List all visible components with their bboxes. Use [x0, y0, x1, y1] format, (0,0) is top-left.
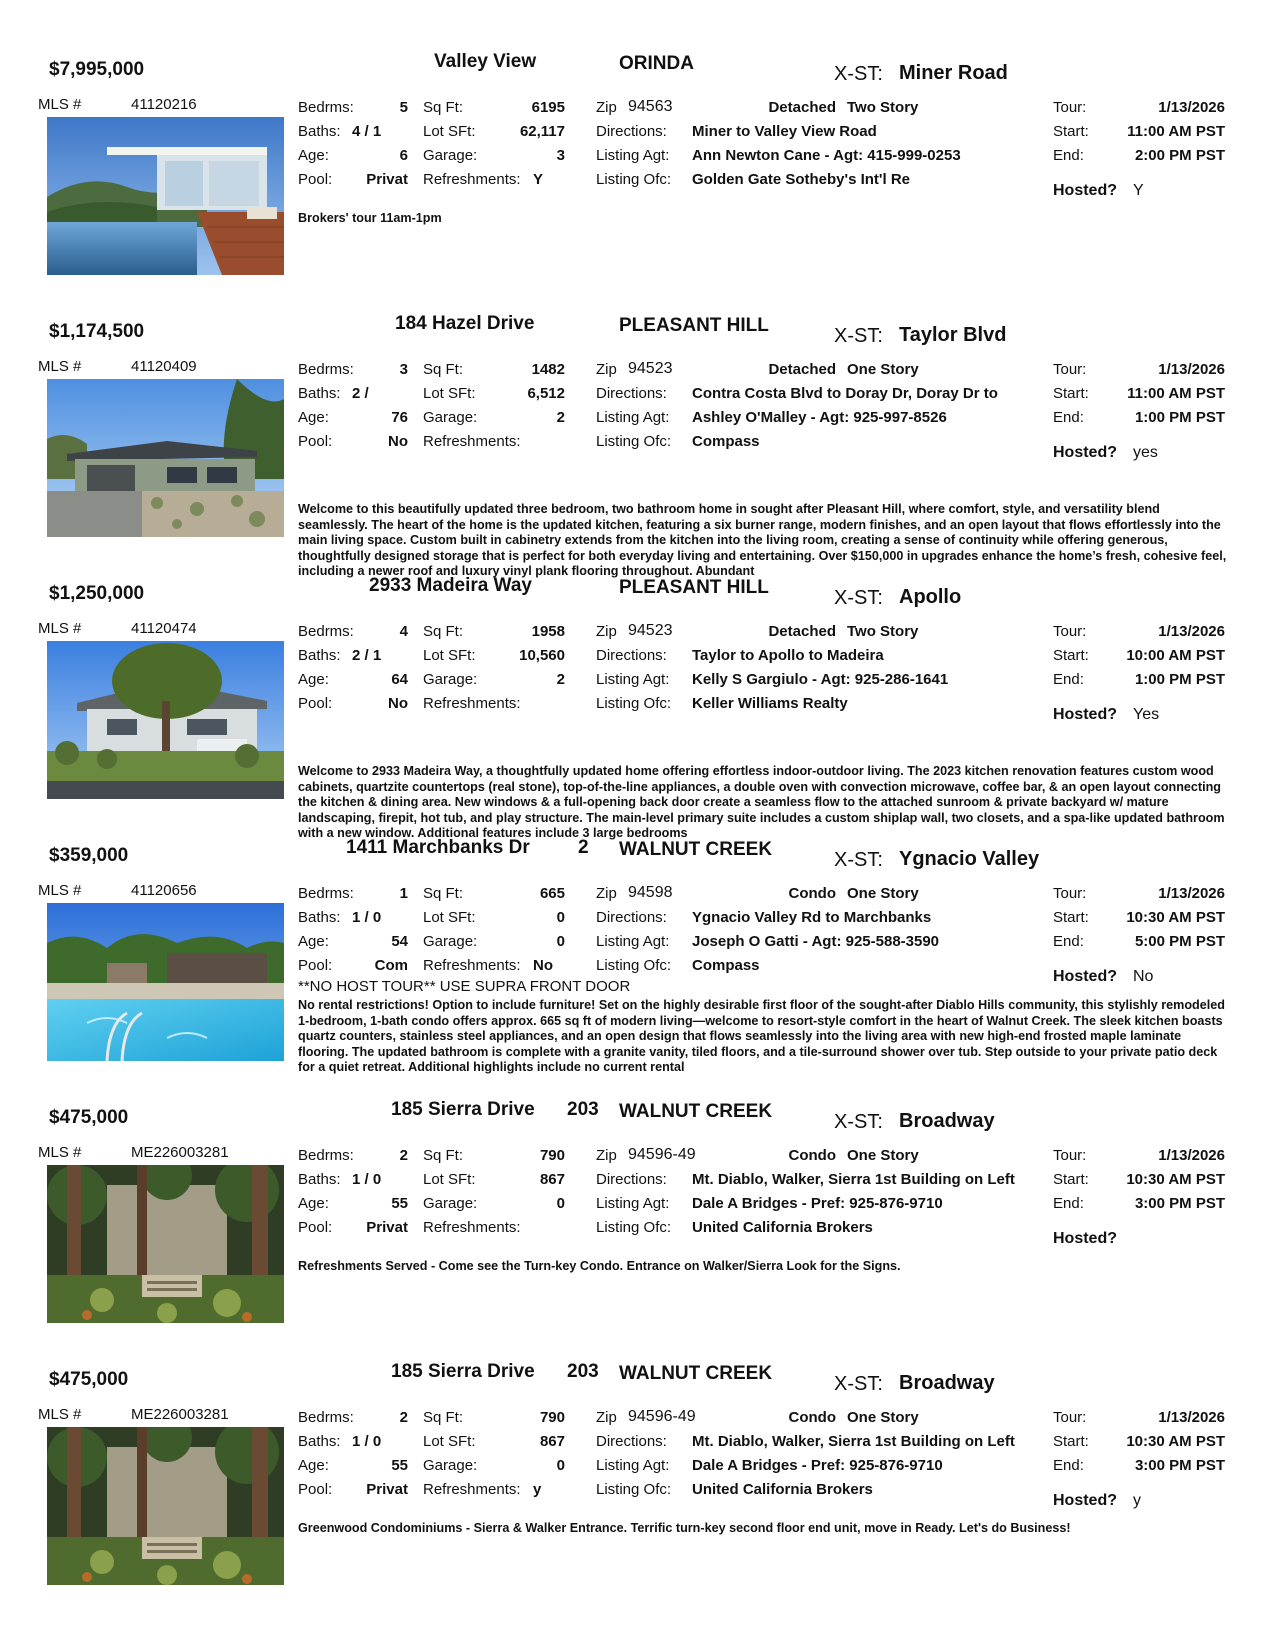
sqft-value: 790: [539, 1147, 565, 1164]
hosted-value: Y: [1133, 182, 1144, 199]
property-type: Condo: [788, 885, 836, 902]
bedrooms-label: Bedrms:: [298, 1409, 354, 1426]
baths-label: Baths:: [298, 1171, 341, 1188]
zip-label: Zip: [596, 99, 617, 116]
directions-value: Miner to Valley View Road: [692, 123, 877, 140]
hosted-value: y: [1133, 1492, 1141, 1509]
mls-number: 41120656: [131, 882, 197, 899]
listing-remarks: Refreshments Served - Come see the Turn-key Condo. Entrance on Walker/Sierra Look for the Signs.: [298, 1259, 901, 1273]
garage-value: 2: [556, 409, 565, 426]
refreshments-label: Refreshments:: [423, 1481, 521, 1498]
office-label: Listing Ofc:: [596, 957, 672, 974]
listing-price: $475,000: [49, 1107, 129, 1128]
agent-value: Ann Newton Cane - Agt: 415-999-0253: [692, 147, 961, 164]
baths-value: 4 / 1: [352, 123, 382, 140]
garage-value: 3: [556, 147, 565, 164]
property-type: Condo: [788, 1147, 836, 1164]
cross-street: Ygnacio Valley: [899, 848, 1040, 870]
agent-label: Listing Agt:: [596, 933, 670, 950]
stories: One Story: [847, 1409, 919, 1426]
garage-value: 0: [556, 1457, 565, 1474]
age-value: 6: [399, 147, 408, 164]
baths-value: 2 / 1: [352, 647, 382, 664]
hosted-value: Yes: [1133, 706, 1160, 723]
age-label: Age:: [298, 1457, 329, 1474]
bedrooms-value: 4: [399, 623, 408, 640]
hosted-label: Hosted?: [1053, 182, 1117, 199]
start-label: Start:: [1053, 647, 1089, 664]
directions-label: Directions:: [596, 123, 667, 140]
cross-street-label: X-ST:: [834, 325, 883, 347]
garage-label: Garage:: [423, 671, 478, 688]
listing-remarks: Welcome to this beautifully updated three bedroom, two bathroom home in sought after Pleasant Hill, where comfort, style, and versatility blend seamlessly. The heart of the home is the updated kitchen, featuring a six burner range, modern finishes, and an open layout that flows effortlessly into the main living space. Custom built in cabinetry extends from the kitchen into the living room, creating a sense of continuity while offering generous, thoughtfully designed storage that is perfect for both everyday living and entertaining. Over $150,000 in upgrades enhance the home’s fresh, cohesive feel, including a newer roof and luxury vinyl plank flooring throughout. Abundant: [298, 502, 1227, 579]
zip-label: Zip: [596, 361, 617, 378]
listing-address: 1411 Marchbanks Dr: [346, 837, 530, 858]
listing-address: 185 Sierra Drive: [391, 1099, 535, 1120]
office-label: Listing Ofc:: [596, 433, 672, 450]
tour-date: 1/13/2026: [1158, 99, 1225, 116]
pool-value: Privat: [366, 171, 408, 188]
office-label: Listing Ofc:: [596, 1481, 672, 1498]
agent-value: Kelly S Gargiulo - Agt: 925-286-1641: [692, 671, 949, 688]
directions-label: Directions:: [596, 1171, 667, 1188]
pool-label: Pool:: [298, 433, 333, 450]
lot-label: Lot SFt:: [423, 1433, 476, 1450]
listing-price: $1,250,000: [49, 583, 145, 604]
refreshments-label: Refreshments:: [423, 1219, 521, 1236]
hosted-label: Hosted?: [1053, 1492, 1117, 1509]
tour-label: Tour:: [1053, 1147, 1087, 1164]
age-label: Age:: [298, 933, 329, 950]
cross-street: Apollo: [899, 586, 962, 608]
sqft-label: Sq Ft:: [423, 885, 464, 902]
bedrooms-label: Bedrms:: [298, 361, 354, 378]
lot-label: Lot SFt:: [423, 1171, 476, 1188]
listing-address: 185 Sierra Drive: [391, 1361, 535, 1382]
age-label: Age:: [298, 147, 329, 164]
lot-value: 6,512: [527, 385, 565, 402]
sqft-value: 1482: [531, 361, 565, 378]
start-label: Start:: [1053, 385, 1089, 402]
bedrooms-value: 3: [399, 361, 408, 378]
mls-label: MLS #: [38, 96, 82, 113]
listing: [0, 573, 1275, 841]
garage-label: Garage:: [423, 933, 478, 950]
bedrooms-value: 5: [399, 99, 408, 116]
office-value: Compass: [692, 957, 760, 974]
start-time: 10:30 AM PST: [1126, 909, 1225, 926]
stories: One Story: [847, 885, 919, 902]
property-type: Detached: [768, 99, 836, 116]
bedrooms-value: 2: [399, 1147, 408, 1164]
garage-label: Garage:: [423, 409, 478, 426]
agent-label: Listing Agt:: [596, 147, 670, 164]
mls-number: ME226003281: [131, 1144, 229, 1161]
refreshments-label: Refreshments:: [423, 433, 521, 450]
garage-label: Garage:: [423, 1457, 478, 1474]
zip-value: 94523: [628, 622, 673, 639]
end-label: End:: [1053, 1457, 1084, 1474]
cross-street-label: X-ST:: [834, 1373, 883, 1395]
listing-remarks: Brokers' tour 11am-1pm: [298, 211, 442, 225]
directions-label: Directions:: [596, 647, 667, 664]
listing-unit: 203: [567, 1099, 599, 1120]
age-value: 54: [391, 933, 408, 950]
office-value: Compass: [692, 433, 760, 450]
refreshments-value: Y: [533, 171, 544, 188]
zip-label: Zip: [596, 623, 617, 640]
hosted-value: No: [1133, 968, 1154, 985]
listing-photo: [47, 641, 284, 799]
tour-label: Tour:: [1053, 99, 1087, 116]
hosted-label: Hosted?: [1053, 1230, 1117, 1247]
zip-value: 94598: [628, 884, 673, 901]
hosted-label: Hosted?: [1053, 968, 1117, 985]
lot-label: Lot SFt:: [423, 123, 476, 140]
cross-street: Broadway: [899, 1372, 995, 1394]
start-time: 10:30 AM PST: [1126, 1171, 1225, 1188]
listing-photo: [47, 1427, 284, 1585]
garage-label: Garage:: [423, 1195, 478, 1212]
directions-label: Directions:: [596, 909, 667, 926]
tour-label: Tour:: [1053, 1409, 1087, 1426]
tour-date: 1/13/2026: [1158, 623, 1225, 640]
baths-value: 1 / 0: [352, 909, 382, 926]
end-label: End:: [1053, 671, 1084, 688]
directions-value: Contra Costa Blvd to Doray Dr, Doray Dr to: [692, 385, 998, 402]
lot-value: 10,560: [519, 647, 565, 664]
garage-value: 0: [556, 1195, 565, 1212]
start-label: Start:: [1053, 1433, 1089, 1450]
listing: [0, 1097, 1275, 1357]
pool-value: No: [388, 433, 408, 450]
zip-value: 94563: [628, 98, 673, 115]
agent-value: Dale A Bridges - Pref: 925-876-9710: [692, 1457, 943, 1474]
end-time: 1:00 PM PST: [1134, 671, 1225, 688]
office-label: Listing Ofc:: [596, 1219, 672, 1236]
baths-value: 1 / 0: [352, 1433, 382, 1450]
baths-value: 2 /: [352, 385, 369, 402]
cross-street: Broadway: [899, 1110, 995, 1132]
sqft-value: 790: [539, 1409, 565, 1426]
sqft-label: Sq Ft:: [423, 99, 464, 116]
zip-label: Zip: [596, 1147, 617, 1164]
end-time: 2:00 PM PST: [1134, 147, 1225, 164]
end-time: 3:00 PM PST: [1134, 1195, 1225, 1212]
zip-label: Zip: [596, 1409, 617, 1426]
agent-label: Listing Agt:: [596, 1195, 670, 1212]
mls-number: 41120216: [131, 96, 197, 113]
agent-label: Listing Agt:: [596, 671, 670, 688]
end-label: End:: [1053, 409, 1084, 426]
hosted-value: yes: [1133, 444, 1158, 461]
office-value: Keller Williams Realty: [692, 695, 848, 712]
property-type: Condo: [788, 1409, 836, 1426]
garage-value: 0: [556, 933, 565, 950]
sqft-label: Sq Ft:: [423, 1147, 464, 1164]
cross-street-label: X-ST:: [834, 63, 883, 85]
refreshments-value: y: [533, 1481, 542, 1498]
listing-photo: [47, 117, 284, 275]
age-label: Age:: [298, 1195, 329, 1212]
tour-date: 1/13/2026: [1158, 1409, 1225, 1426]
stories: One Story: [847, 1147, 919, 1164]
baths-label: Baths:: [298, 1433, 341, 1450]
listing-price: $7,995,000: [49, 59, 145, 80]
baths-label: Baths:: [298, 385, 341, 402]
lot-label: Lot SFt:: [423, 647, 476, 664]
agent-value: Joseph O Gatti - Agt: 925-588-3590: [692, 933, 940, 950]
listing: [0, 49, 1275, 309]
listing-unit: 2: [578, 837, 589, 858]
zip-value: 94596-49: [628, 1408, 696, 1425]
sqft-label: Sq Ft:: [423, 623, 464, 640]
cross-street-label: X-ST:: [834, 849, 883, 871]
listing-remarks: Greenwood Condominiums - Sierra & Walker Entrance. Terrific turn-key second floor end unit, move in Ready. Let's do Business!: [298, 1521, 1071, 1535]
lot-value: 867: [539, 1433, 565, 1450]
age-label: Age:: [298, 409, 329, 426]
end-label: End:: [1053, 933, 1084, 950]
pool-value: Com: [374, 957, 408, 974]
pool-label: Pool:: [298, 1219, 333, 1236]
listing-remarks: Welcome to 2933 Madeira Way, a thoughtfully updated home offering effortless indoor-outdoor living. The 2023 kitchen renovation features custom wood cabinets, quartzite countertops (real stone), top-of-the-line appliances, a double oven with convection microwave, coffee bar, & an open layout connecting the kitchen & dining area. New windows & a full-opening back door create a seamless flow to the attached sunroom & private backyard w/ mature landscaping, firepit, hot tub, and play structure. The main-level primary suite includes a custom shiplap wall, two closets, and a spa-like updated bathroom with a new window. Additional features include 3 large bedrooms: [298, 764, 1225, 841]
start-label: Start:: [1053, 909, 1089, 926]
lot-value: 62,117: [519, 123, 565, 140]
tour-note: **NO HOST TOUR** USE SUPRA FRONT DOOR: [298, 978, 631, 995]
office-value: United California Brokers: [692, 1481, 873, 1498]
mls-label: MLS #: [38, 358, 82, 375]
sqft-value: 1958: [531, 623, 565, 640]
directions-label: Directions:: [596, 1433, 667, 1450]
listing-photo: [47, 903, 284, 1061]
lot-value: 0: [556, 909, 565, 926]
end-time: 5:00 PM PST: [1134, 933, 1225, 950]
bedrooms-label: Bedrms:: [298, 1147, 354, 1164]
listing-city: WALNUT CREEK: [619, 839, 773, 860]
cross-street: Miner Road: [899, 62, 1008, 84]
agent-label: Listing Agt:: [596, 1457, 670, 1474]
mls-number: 41120474: [131, 620, 197, 637]
refreshments-value: No: [533, 957, 553, 974]
pool-value: Privat: [366, 1219, 408, 1236]
baths-label: Baths:: [298, 647, 341, 664]
hosted-label: Hosted?: [1053, 706, 1117, 723]
listing: [0, 835, 1275, 1095]
listing-city: PLEASANT HILL: [619, 315, 769, 336]
hosted-label: Hosted?: [1053, 444, 1117, 461]
baths-label: Baths:: [298, 123, 341, 140]
garage-label: Garage:: [423, 147, 478, 164]
bedrooms-value: 1: [399, 885, 408, 902]
age-value: 55: [391, 1457, 408, 1474]
zip-value: 94596-49: [628, 1146, 696, 1163]
listing-city: PLEASANT HILL: [619, 577, 769, 598]
agent-label: Listing Agt:: [596, 409, 670, 426]
sqft-value: 6195: [531, 99, 565, 116]
lot-label: Lot SFt:: [423, 909, 476, 926]
start-label: Start:: [1053, 123, 1089, 140]
mls-number: ME226003281: [131, 1406, 229, 1423]
directions-value: Mt. Diablo, Walker, Sierra 1st Building on Left: [692, 1433, 1015, 1450]
baths-label: Baths:: [298, 909, 341, 926]
listing-price: $475,000: [49, 1369, 129, 1390]
sqft-label: Sq Ft:: [423, 1409, 464, 1426]
office-value: Golden Gate Sotheby's Int'l Re: [692, 171, 910, 188]
pool-value: Privat: [366, 1481, 408, 1498]
zip-value: 94523: [628, 360, 673, 377]
directions-value: Taylor to Apollo to Madeira: [692, 647, 884, 664]
cross-street-label: X-ST:: [834, 1111, 883, 1133]
refreshments-label: Refreshments:: [423, 695, 521, 712]
pool-label: Pool:: [298, 695, 333, 712]
office-label: Listing Ofc:: [596, 171, 672, 188]
listing: [0, 1359, 1275, 1619]
listing-city: WALNUT CREEK: [619, 1101, 773, 1122]
start-time: 10:00 AM PST: [1126, 647, 1225, 664]
listing-address: 184 Hazel Drive: [395, 313, 535, 334]
stories: Two Story: [847, 99, 919, 116]
end-label: End:: [1053, 147, 1084, 164]
listing-city: WALNUT CREEK: [619, 1363, 773, 1384]
age-label: Age:: [298, 671, 329, 688]
cross-street-label: X-ST:: [834, 587, 883, 609]
lot-value: 867: [539, 1171, 565, 1188]
pool-value: No: [388, 695, 408, 712]
listing-unit: 203: [567, 1361, 599, 1382]
sqft-label: Sq Ft:: [423, 361, 464, 378]
listing-photo: [47, 1165, 284, 1323]
end-time: 1:00 PM PST: [1134, 409, 1225, 426]
listing-address: Valley View: [434, 51, 537, 72]
mls-label: MLS #: [38, 882, 82, 899]
tour-date: 1/13/2026: [1158, 1147, 1225, 1164]
agent-value: Dale A Bridges - Pref: 925-876-9710: [692, 1195, 943, 1212]
pool-label: Pool:: [298, 171, 333, 188]
listing-photo: [47, 379, 284, 537]
refreshments-label: Refreshments:: [423, 957, 521, 974]
property-type: Detached: [768, 623, 836, 640]
bedrooms-value: 2: [399, 1409, 408, 1426]
tour-label: Tour:: [1053, 623, 1087, 640]
mls-label: MLS #: [38, 1144, 82, 1161]
listing: [0, 311, 1275, 579]
tour-label: Tour:: [1053, 885, 1087, 902]
end-label: End:: [1053, 1195, 1084, 1212]
pool-label: Pool:: [298, 957, 333, 974]
listing-remarks: No rental restrictions! Option to include furniture! Set on the highly desirable first floor of the sought-after Diablo Hills community, this stylishly remodeled 1-bedroom, 1-bath condo offers approx. 665 sq ft of modern living—welcome to resort-style comfort in the heart of Walnut Creek. The sleek kitchen boasts quartz counters, stainless steel appliances, and an open design that flows seamlessly into the living area with new high-end frosted maple laminate flooring. The updated bathroom is complete with a granite vanity, tiled floors, and a tile-surround shower over tub. Step outside to your private patio deck for a quiet retreat. Additional highlights include no current rental: [298, 998, 1225, 1075]
office-label: Listing Ofc:: [596, 695, 672, 712]
pool-label: Pool:: [298, 1481, 333, 1498]
stories: Two Story: [847, 623, 919, 640]
garage-value: 2: [556, 671, 565, 688]
directions-value: Mt. Diablo, Walker, Sierra 1st Building on Left: [692, 1171, 1015, 1188]
directions-label: Directions:: [596, 385, 667, 402]
start-time: 11:00 AM PST: [1127, 123, 1225, 140]
end-time: 3:00 PM PST: [1134, 1457, 1225, 1474]
start-time: 11:00 AM PST: [1127, 385, 1225, 402]
baths-value: 1 / 0: [352, 1171, 382, 1188]
listing-city: ORINDA: [619, 53, 694, 74]
age-value: 55: [391, 1195, 408, 1212]
bedrooms-label: Bedrms:: [298, 885, 354, 902]
start-time: 10:30 AM PST: [1126, 1433, 1225, 1450]
refreshments-label: Refreshments:: [423, 171, 521, 188]
bedrooms-label: Bedrms:: [298, 99, 354, 116]
directions-value: Ygnacio Valley Rd to Marchbanks: [692, 909, 932, 926]
stories: One Story: [847, 361, 919, 378]
agent-value: Ashley O'Malley - Agt: 925-997-8526: [692, 409, 947, 426]
listing-price: $359,000: [49, 845, 129, 866]
age-value: 64: [391, 671, 408, 688]
property-type: Detached: [768, 361, 836, 378]
tour-label: Tour:: [1053, 361, 1087, 378]
listing-address: 2933 Madeira Way: [369, 575, 532, 596]
office-value: United California Brokers: [692, 1219, 873, 1236]
mls-number: 41120409: [131, 358, 197, 375]
zip-label: Zip: [596, 885, 617, 902]
tour-date: 1/13/2026: [1158, 361, 1225, 378]
tour-date: 1/13/2026: [1158, 885, 1225, 902]
start-label: Start:: [1053, 1171, 1089, 1188]
mls-label: MLS #: [38, 1406, 82, 1423]
mls-label: MLS #: [38, 620, 82, 637]
bedrooms-label: Bedrms:: [298, 623, 354, 640]
sqft-value: 665: [539, 885, 565, 902]
cross-street: Taylor Blvd: [899, 324, 1007, 346]
lot-label: Lot SFt:: [423, 385, 476, 402]
listing-price: $1,174,500: [49, 321, 145, 342]
age-value: 76: [391, 409, 408, 426]
